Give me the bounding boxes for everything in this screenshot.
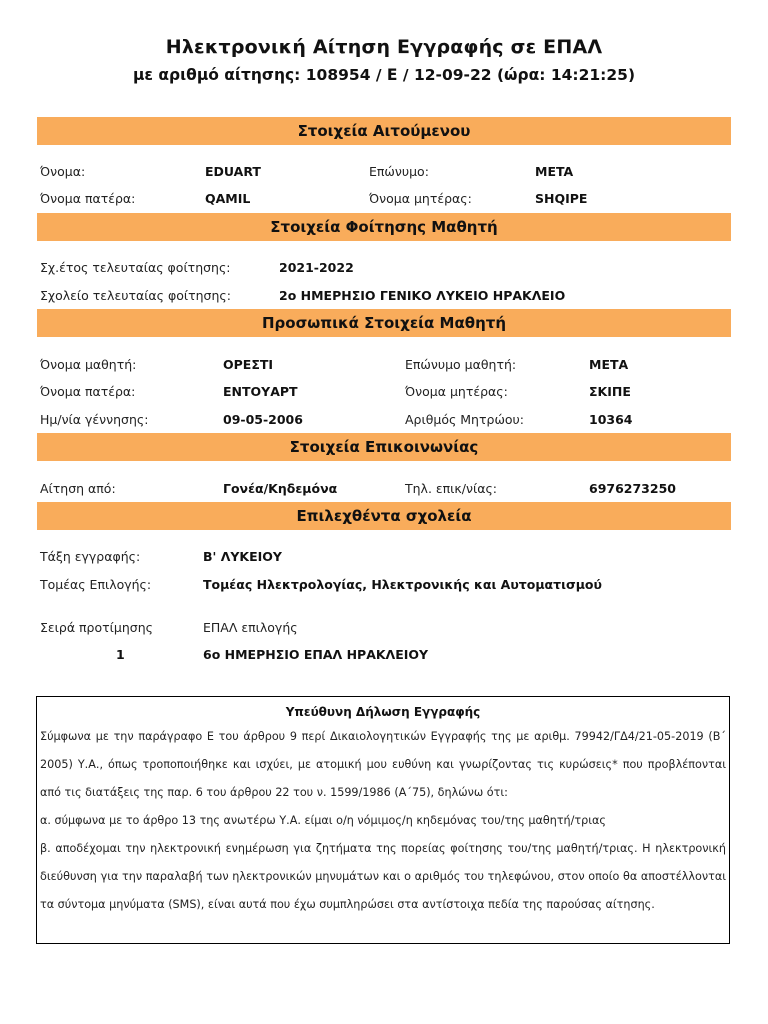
schools-class-label: Τάξη εγγραφής: bbox=[40, 549, 141, 564]
applicant-mother-value: SHQIPE bbox=[535, 191, 588, 206]
student-first-name-label: Όνομα μαθητή: bbox=[40, 357, 137, 372]
contact-phone-value: 6976273250 bbox=[589, 481, 676, 496]
student-first-name-value: ΟΡΕΣΤΙ bbox=[223, 357, 274, 372]
student-registry-label: Αριθμός Μητρώου: bbox=[405, 412, 525, 427]
schools-sector-value: Τομέας Ηλεκτρολογίας, Ηλεκτρονικής και Αυτοματισμού bbox=[203, 577, 602, 592]
declaration-box bbox=[36, 696, 730, 944]
student-father-value: ΕΝΤΟΥΑΡΤ bbox=[223, 384, 298, 399]
student-registry-value: 10364 bbox=[589, 412, 633, 427]
attendance-school-label: Σχολείο τελευταίας φοίτησης: bbox=[40, 288, 231, 303]
student-mother-value: ΣΚΙΠΕ bbox=[589, 384, 631, 399]
section-header-applicant: Στοιχεία Αιτούμενου bbox=[37, 117, 731, 145]
section-header-contact: Στοιχεία Επικοινωνίας bbox=[37, 433, 731, 461]
contact-phone-label: Τηλ. επικ/νίας: bbox=[405, 481, 497, 496]
attendance-school-value: 2ο ΗΜΕΡΗΣΙΟ ΓΕΝΙΚΟ ΛΥΚΕΙΟ ΗΡΑΚΛΕΙΟ bbox=[279, 288, 566, 303]
declaration-paragraph: α. σύμφωνα με το άρθρο 13 της ανωτέρω Υ.Α. είμαι ο/η νόμιμος/η κηδεμόνας του/της μαθητή/τριας bbox=[40, 814, 606, 827]
section-header-schools: Επιλεχθέντα σχολεία bbox=[37, 502, 731, 530]
page-title: Ηλεκτρονική Αίτηση Εγγραφής σε ΕΠΑΛ bbox=[165, 36, 603, 58]
applicant-father-label: Όνομα πατέρα: bbox=[40, 191, 136, 206]
choice-school: 6ο ΗΜΕΡΗΣΙΟ ΕΠΑΛ ΗΡΑΚΛΕΙΟΥ bbox=[203, 647, 429, 662]
applicant-first-name-value: EDUART bbox=[205, 164, 261, 179]
declaration-paragraph: Σύμφωνα με την παράγραφο Ε του άρθρου 9 περί Δικαιολογητικών Εγγραφής της με αριθμ. 79942/ΓΔ4/21-05-2019 (Β΄ 2005) Υ.Α., όπως τροποποιήθηκε και ισχύει, με ατομική μου ευθύνη και γνωρίζοντας τις κυρώσεις* που προβλέπονται από τις διατάξεις της παρ. 6 του άρθρου 22 του ν. 1599/1986 (Α΄75), δηλώνω ότι: bbox=[40, 730, 726, 799]
student-last-name-label: Επώνυμο μαθητή: bbox=[405, 357, 517, 372]
applicant-last-name-label: Επώνυμο: bbox=[369, 164, 429, 179]
contact-from-label: Αίτηση από: bbox=[40, 481, 116, 496]
student-birth-value: 09-05-2006 bbox=[223, 412, 303, 427]
schools-column-order: Σειρά προτίμησης bbox=[40, 620, 153, 635]
schools-sector-label: Τομέας Επιλογής: bbox=[40, 577, 152, 592]
applicant-last-name-value: META bbox=[535, 164, 574, 179]
choice-order: 1 bbox=[116, 647, 125, 662]
applicant-father-value: QAMIL bbox=[205, 191, 251, 206]
declaration-paragraph: β. αποδέχομαι την ηλεκτρονική ενημέρωση για ζητήματα της πορείας φοίτησης του/της μαθητή/τριας. Η ηλεκτρονική διεύθυνση για την παραλαβή των ηλεκτρονικών μηνυμάτων και ο αριθμός του τηλεφώνου, στον οποίο θα αποστέλλονται τα σύντομα μηνύματα (SMS), είναι αυτά που έχω συμπληρώσει στα αντίστοιχα πεδία της παρούσας αίτησης. bbox=[40, 842, 726, 911]
attendance-year-value: 2021-2022 bbox=[279, 260, 354, 275]
section-header-attendance: Στοιχεία Φοίτησης Μαθητή bbox=[37, 213, 731, 241]
student-last-name-value: ΜΕΤΑ bbox=[589, 357, 629, 372]
attendance-year-label: Σχ.έτος τελευταίας φοίτησης: bbox=[40, 260, 231, 275]
schools-class-value: Β' ΛΥΚΕΙΟΥ bbox=[203, 549, 282, 564]
applicant-first-name-label: Όνομα: bbox=[40, 164, 86, 179]
schools-column-school: ΕΠΑΛ επιλογής bbox=[203, 620, 298, 635]
declaration-title: Υπεύθυνη Δήλωση Εγγραφής bbox=[285, 705, 481, 719]
application-number: με αριθμό αίτησης: 108954 / Ε / 12-09-22 (ώρα: 14:21:25) bbox=[132, 66, 636, 84]
contact-from-value: Γονέα/Κηδεμόνα bbox=[223, 481, 338, 496]
section-header-student: Προσωπικά Στοιχεία Μαθητή bbox=[37, 309, 731, 337]
student-father-label: Όνομα πατέρα: bbox=[40, 384, 136, 399]
student-mother-label: Όνομα μητέρας: bbox=[405, 384, 508, 399]
student-birth-label: Ημ/νία γέννησης: bbox=[40, 412, 149, 427]
applicant-mother-label: Όνομα μητέρας: bbox=[369, 191, 472, 206]
